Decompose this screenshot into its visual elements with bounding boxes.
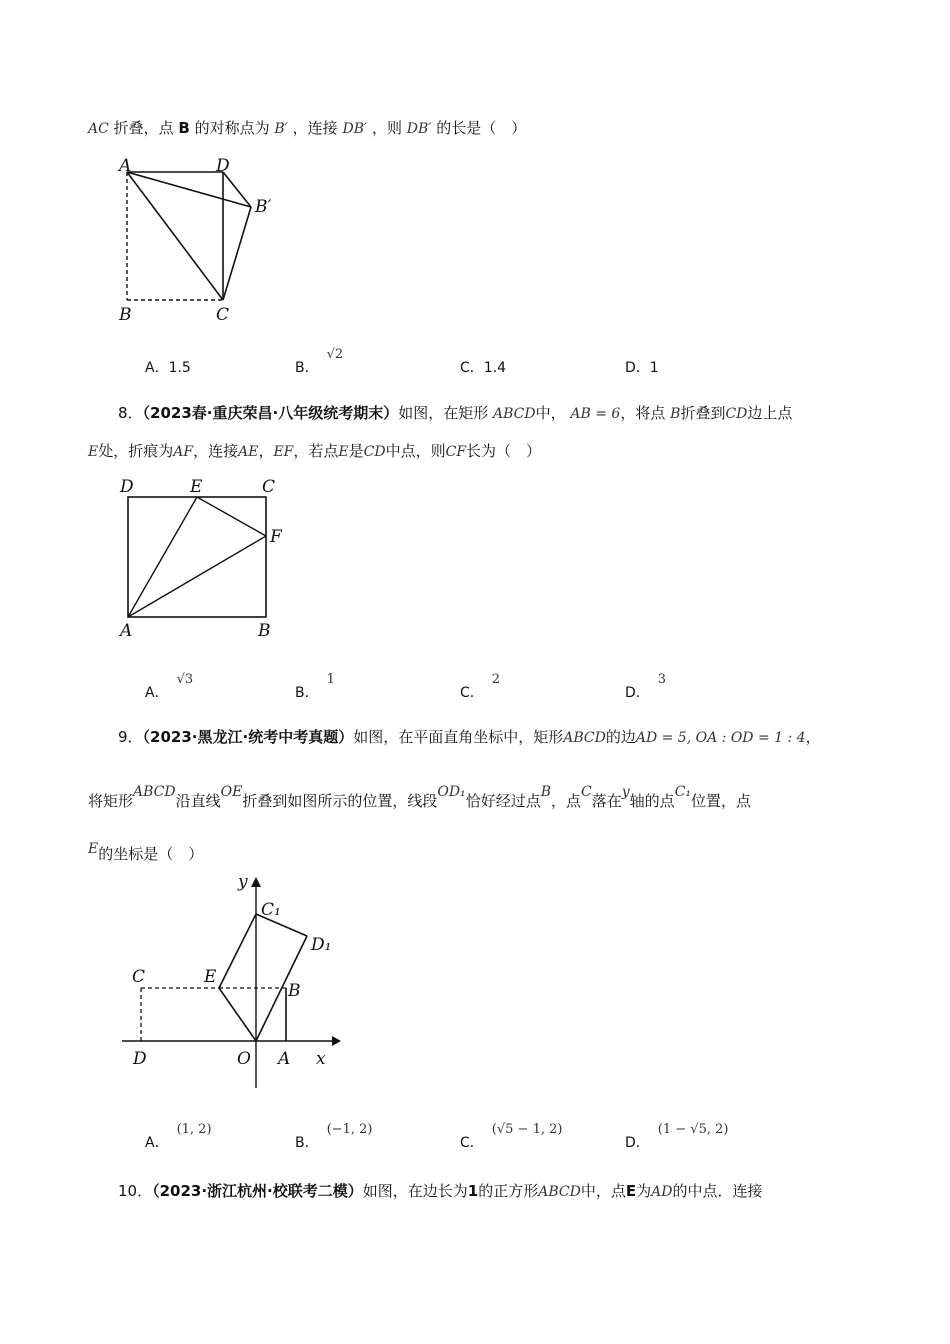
question-number: 9． (118, 728, 143, 746)
label-B: B (258, 621, 271, 641)
label-C: C (132, 967, 146, 987)
q8-option-b[interactable]: B．1 (295, 672, 335, 701)
q7-option-d[interactable]: D．1 (625, 360, 659, 376)
label-B: B (288, 981, 301, 1001)
question-source: （2023·浙江杭州·校联考二模） (152, 1182, 363, 1200)
segment-AE (128, 497, 197, 617)
segment-EO (219, 988, 256, 1041)
question-number: 8． (118, 404, 143, 422)
q8-stem-line1: 8．（2023春·重庆荣昌·八年级统考期末）如图，在矩形 ABCD中， AB = 6，将点 B折叠到CD边上点 (118, 404, 793, 422)
label-A: A (120, 621, 133, 641)
q7-figure (110, 150, 290, 330)
q8-option-a[interactable]: A．√3 (145, 672, 194, 701)
question-source: （2023·黑龙江·统考中考真题） (142, 728, 354, 746)
label-A: A (119, 156, 132, 176)
q9-figure (110, 870, 350, 1090)
q8-option-d[interactable]: D．3 (625, 672, 667, 701)
label-C: C (262, 477, 276, 497)
label-D: D (120, 477, 134, 497)
x-axis-arrow-icon (332, 1036, 341, 1046)
label-E: E (190, 477, 203, 497)
segment-EC1 (219, 914, 256, 988)
question-source: （2023春·重庆荣昌·八年级统考期末） (142, 404, 399, 422)
label-D: D (133, 1049, 147, 1069)
segment-AB1 (127, 172, 251, 207)
segment-AF (128, 536, 266, 617)
label-D: D (216, 156, 230, 176)
q8-figure (110, 470, 300, 650)
q7-option-b[interactable]: B．√2 (295, 347, 344, 376)
q8-stem-line2: E处，折痕为AF，连接AE，EF，若点E是CD中点，则CF长为（ ） (88, 442, 542, 460)
segment-EF (197, 497, 266, 536)
y-axis-arrow-icon (251, 877, 261, 887)
label-A: A (278, 1049, 291, 1069)
q9-option-d[interactable]: D．(1 − √5, 2) (625, 1122, 729, 1151)
q9-stem-line1: 9．（2023·黑龙江·统考中考真题）如图，在平面直角坐标中，矩形ABCD的边AD = 5, OA : OD = 1 : 4， (118, 728, 821, 746)
segment-B1C (223, 207, 251, 300)
q9-stem-line2: 将矩形ABCD沿直线OE折叠到如图所示的位置，线段OD₁恰好经过点B，点C落在y轴的点C₁位置，点 (88, 784, 752, 810)
rectangle-ABCD (128, 497, 266, 617)
q9-option-b[interactable]: B．(−1, 2) (295, 1122, 373, 1151)
label-O: O (237, 1049, 251, 1069)
label-x: x (316, 1049, 326, 1069)
segment-AC (127, 172, 223, 300)
label-D1: D₁ (311, 935, 332, 955)
label-B-prime: B′ (255, 197, 272, 217)
label-C1: C₁ (261, 900, 281, 920)
q9-stem-line3: E的坐标是（ ） (88, 841, 204, 863)
label-B: B (119, 305, 132, 325)
segment-DB1 (223, 172, 251, 207)
q8-option-c[interactable]: C．2 (460, 672, 501, 701)
label-C: C (216, 305, 230, 325)
label-y: y (238, 872, 248, 892)
q9-option-c[interactable]: C．(√5 − 1, 2) (460, 1122, 563, 1151)
q10-stem-line1: 10．（2023·浙江杭州·校联考二模）如图，在边长为1的正方形ABCD中，点E为AD的中点．连接 (118, 1182, 763, 1200)
label-F: F (270, 527, 282, 547)
q7-option-a[interactable]: A．1.5 (145, 360, 191, 376)
q9-option-a[interactable]: A．(1, 2) (145, 1122, 212, 1151)
q7-stem: AC 折叠，点 B 的对称点为 B′ ，连接 DB′ ，则 DB′ 的长是（ ） (88, 119, 527, 137)
question-number: 10． (118, 1182, 153, 1200)
label-E: E (204, 967, 217, 987)
q7-option-c[interactable]: C．1.4 (460, 360, 507, 376)
